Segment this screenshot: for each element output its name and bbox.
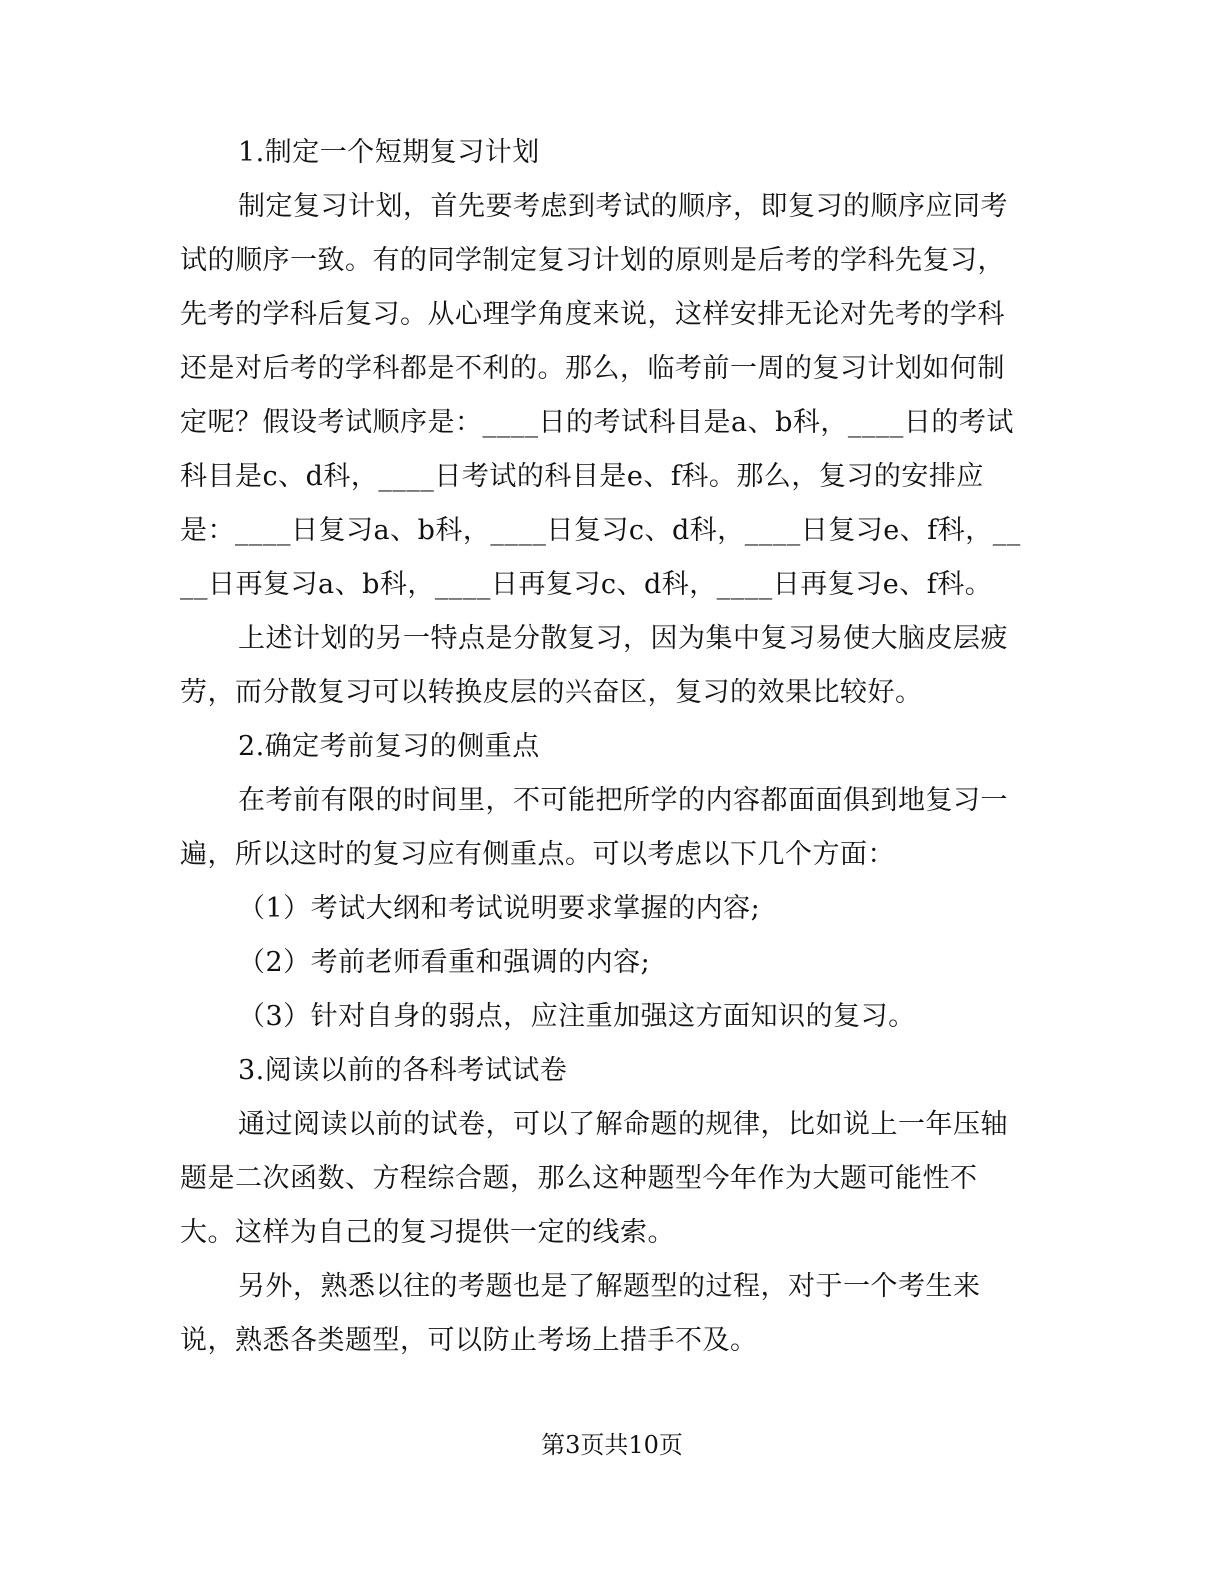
body-paragraph: 另外，熟悉以往的考题也是了解题型的过程，对于一个考生来说，熟悉各类题型，可以防止考场上措手不及。 xyxy=(180,1271,981,1356)
list-item: （3）针对自身的弱点，应注重加强这方面知识的复习。 xyxy=(238,1001,916,1032)
list-item: （2）考前老师看重和强调的内容; xyxy=(238,947,651,978)
body-paragraph: 上述计划的另一特点是分散复习，因为集中复习易使大脑皮层疲劳，而分散复习可以转换皮层的兴奋区，复习的效果比较好。 xyxy=(180,623,1008,708)
section-heading-2: 2.确定考前复习的侧重点 xyxy=(238,731,540,762)
body-paragraph: 在考前有限的时间里，不可能把所学的内容都面面俱到地复习一遍，所以这时的复习应有侧重点。可以考虑以下几个方面： xyxy=(180,785,1008,870)
body-paragraph: 通过阅读以前的试卷，可以了解命题的规律，比如说上一年压轴题是二次函数、方程综合题，那么这种题型今年作为大题可能性不大。这样为自己的复习提供一定的线索。 xyxy=(180,1109,1008,1248)
body-paragraph: 制定复习计划，首先要考虑到考试的顺序，即复习的顺序应同考试的顺序一致。有的同学制定复习计划的原则是后考的学科先复习，先考的学科后复习。从心理学角度来说，这样安排无论对先考的学科还是对后考的学科都是不利的。那么，临考前一周的复习计划如何制定呢？假设考试顺序是：____日的考试科目是a、b科，____日的考试科目是c、d科，____日考试的科目是e、f科。那么，复习的安排应是：____日复习a、b科，____日复习c、d科，____日复习e、f科，____日再复习a、b科，____日再复习c、d科，____日再复习e、f科。 xyxy=(180,191,1021,600)
page-number: 第3页共10页 xyxy=(541,1431,683,1459)
section-heading-1: 1.制定一个短期复习计划 xyxy=(238,137,540,168)
section-heading-3: 3.阅读以前的各科考试试卷 xyxy=(238,1055,568,1086)
list-item: （1）考试大纲和考试说明要求掌握的内容; xyxy=(238,893,761,924)
document-body xyxy=(180,126,1030,1368)
